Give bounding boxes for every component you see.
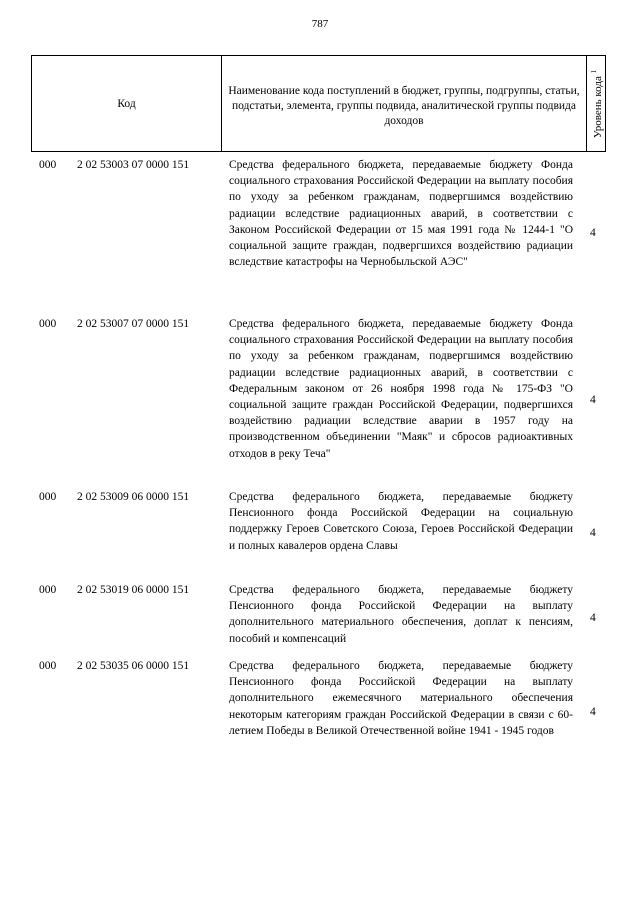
row-prefix: 000 bbox=[39, 318, 57, 330]
row-prefix: 000 bbox=[39, 584, 57, 596]
header-level-label bbox=[590, 69, 604, 137]
row-code: 2 02 53003 07 0000 151 bbox=[77, 159, 190, 171]
row-level: 4 bbox=[590, 612, 596, 624]
row-code: 2 02 53009 06 0000 151 bbox=[77, 491, 190, 503]
row-prefix: 000 bbox=[39, 660, 57, 672]
header-level-text: Уровень кода bbox=[591, 75, 604, 138]
row-description: Средства федерального бюджета, передаваемые бюджету Пенсионного фонда Российской Федерации на выплату дополнительного ежемесячного материального обеспечения некоторым категориям граждан Российской Федерации в связи с 60-летием Победы в Великой Отечественной войне 1941 - 1945 годов bbox=[229, 660, 573, 737]
row-level: 4 bbox=[590, 706, 596, 718]
row-code: 2 02 53019 06 0000 151 bbox=[77, 584, 190, 596]
row-description: Средства федерального бюджета, передаваемые бюджету Пенсионного фонда Российской Федерации на социальную поддержку Героев Советского Союза, Героев Российской Федерации и полных кавалеров ордена Славы bbox=[229, 491, 573, 552]
row-code: 2 02 53035 06 0000 151 bbox=[77, 660, 190, 672]
row-level: 4 bbox=[590, 227, 596, 239]
row-prefix: 000 bbox=[39, 491, 57, 503]
header-name: Наименование кода поступлений в бюджет, группы, подгруппы, статьи, подстатьи, элемента, группы подвида, аналитической группы подвида доходов bbox=[228, 85, 580, 127]
row-code: 2 02 53007 07 0000 151 bbox=[77, 318, 190, 330]
header-level bbox=[587, 56, 606, 151]
column-divider bbox=[221, 56, 222, 151]
row-prefix: 000 bbox=[39, 159, 57, 171]
row-level: 4 bbox=[590, 527, 596, 539]
row-description: Средства федерального бюджета, передаваемые бюджету Пенсионного фонда Российской Федерации на выплату дополнительного материального обеспечения, доплат к пенсиям, пособий и компенсаций bbox=[229, 584, 573, 645]
row-level: 4 bbox=[590, 394, 596, 406]
row-description: Средства федерального бюджета, передаваемые бюджету Фонда социального страхования Российской Федерации на выплату пособия по уходу за ребенком гражданам, подвергшимся воздействию радиации вследствие радиационных аварий, в соответствии с Законом Российской Федерации от 15 мая 1991 года № 1244-1 "О социальной защите граждан, подвергшихся воздействию радиации вследствие катастрофы на Чернобыльской АЭС" bbox=[229, 159, 573, 269]
row-description: Средства федерального бюджета, передаваемые бюджету Фонда социального страхования Российской Федерации на выплату пособия по уходу за ребенком гражданам, подвергшимся воздействию радиации вследствие радиационных аварий, в соответствии с Федеральным законом от 26 ноября 1998 года № 175-ФЗ "О социальной защите граждан Российской Федерации, подвергшихся воздействию радиации вследствие аварии в 1957 году на производственном объединении "Маяк" и сбросов радиоактивных отходов в реку Теча" bbox=[229, 318, 573, 460]
table-header bbox=[31, 55, 606, 152]
page-number: 787 bbox=[311, 18, 329, 30]
header-level-note: 1 bbox=[589, 69, 598, 73]
header-code: Код bbox=[117, 98, 136, 110]
